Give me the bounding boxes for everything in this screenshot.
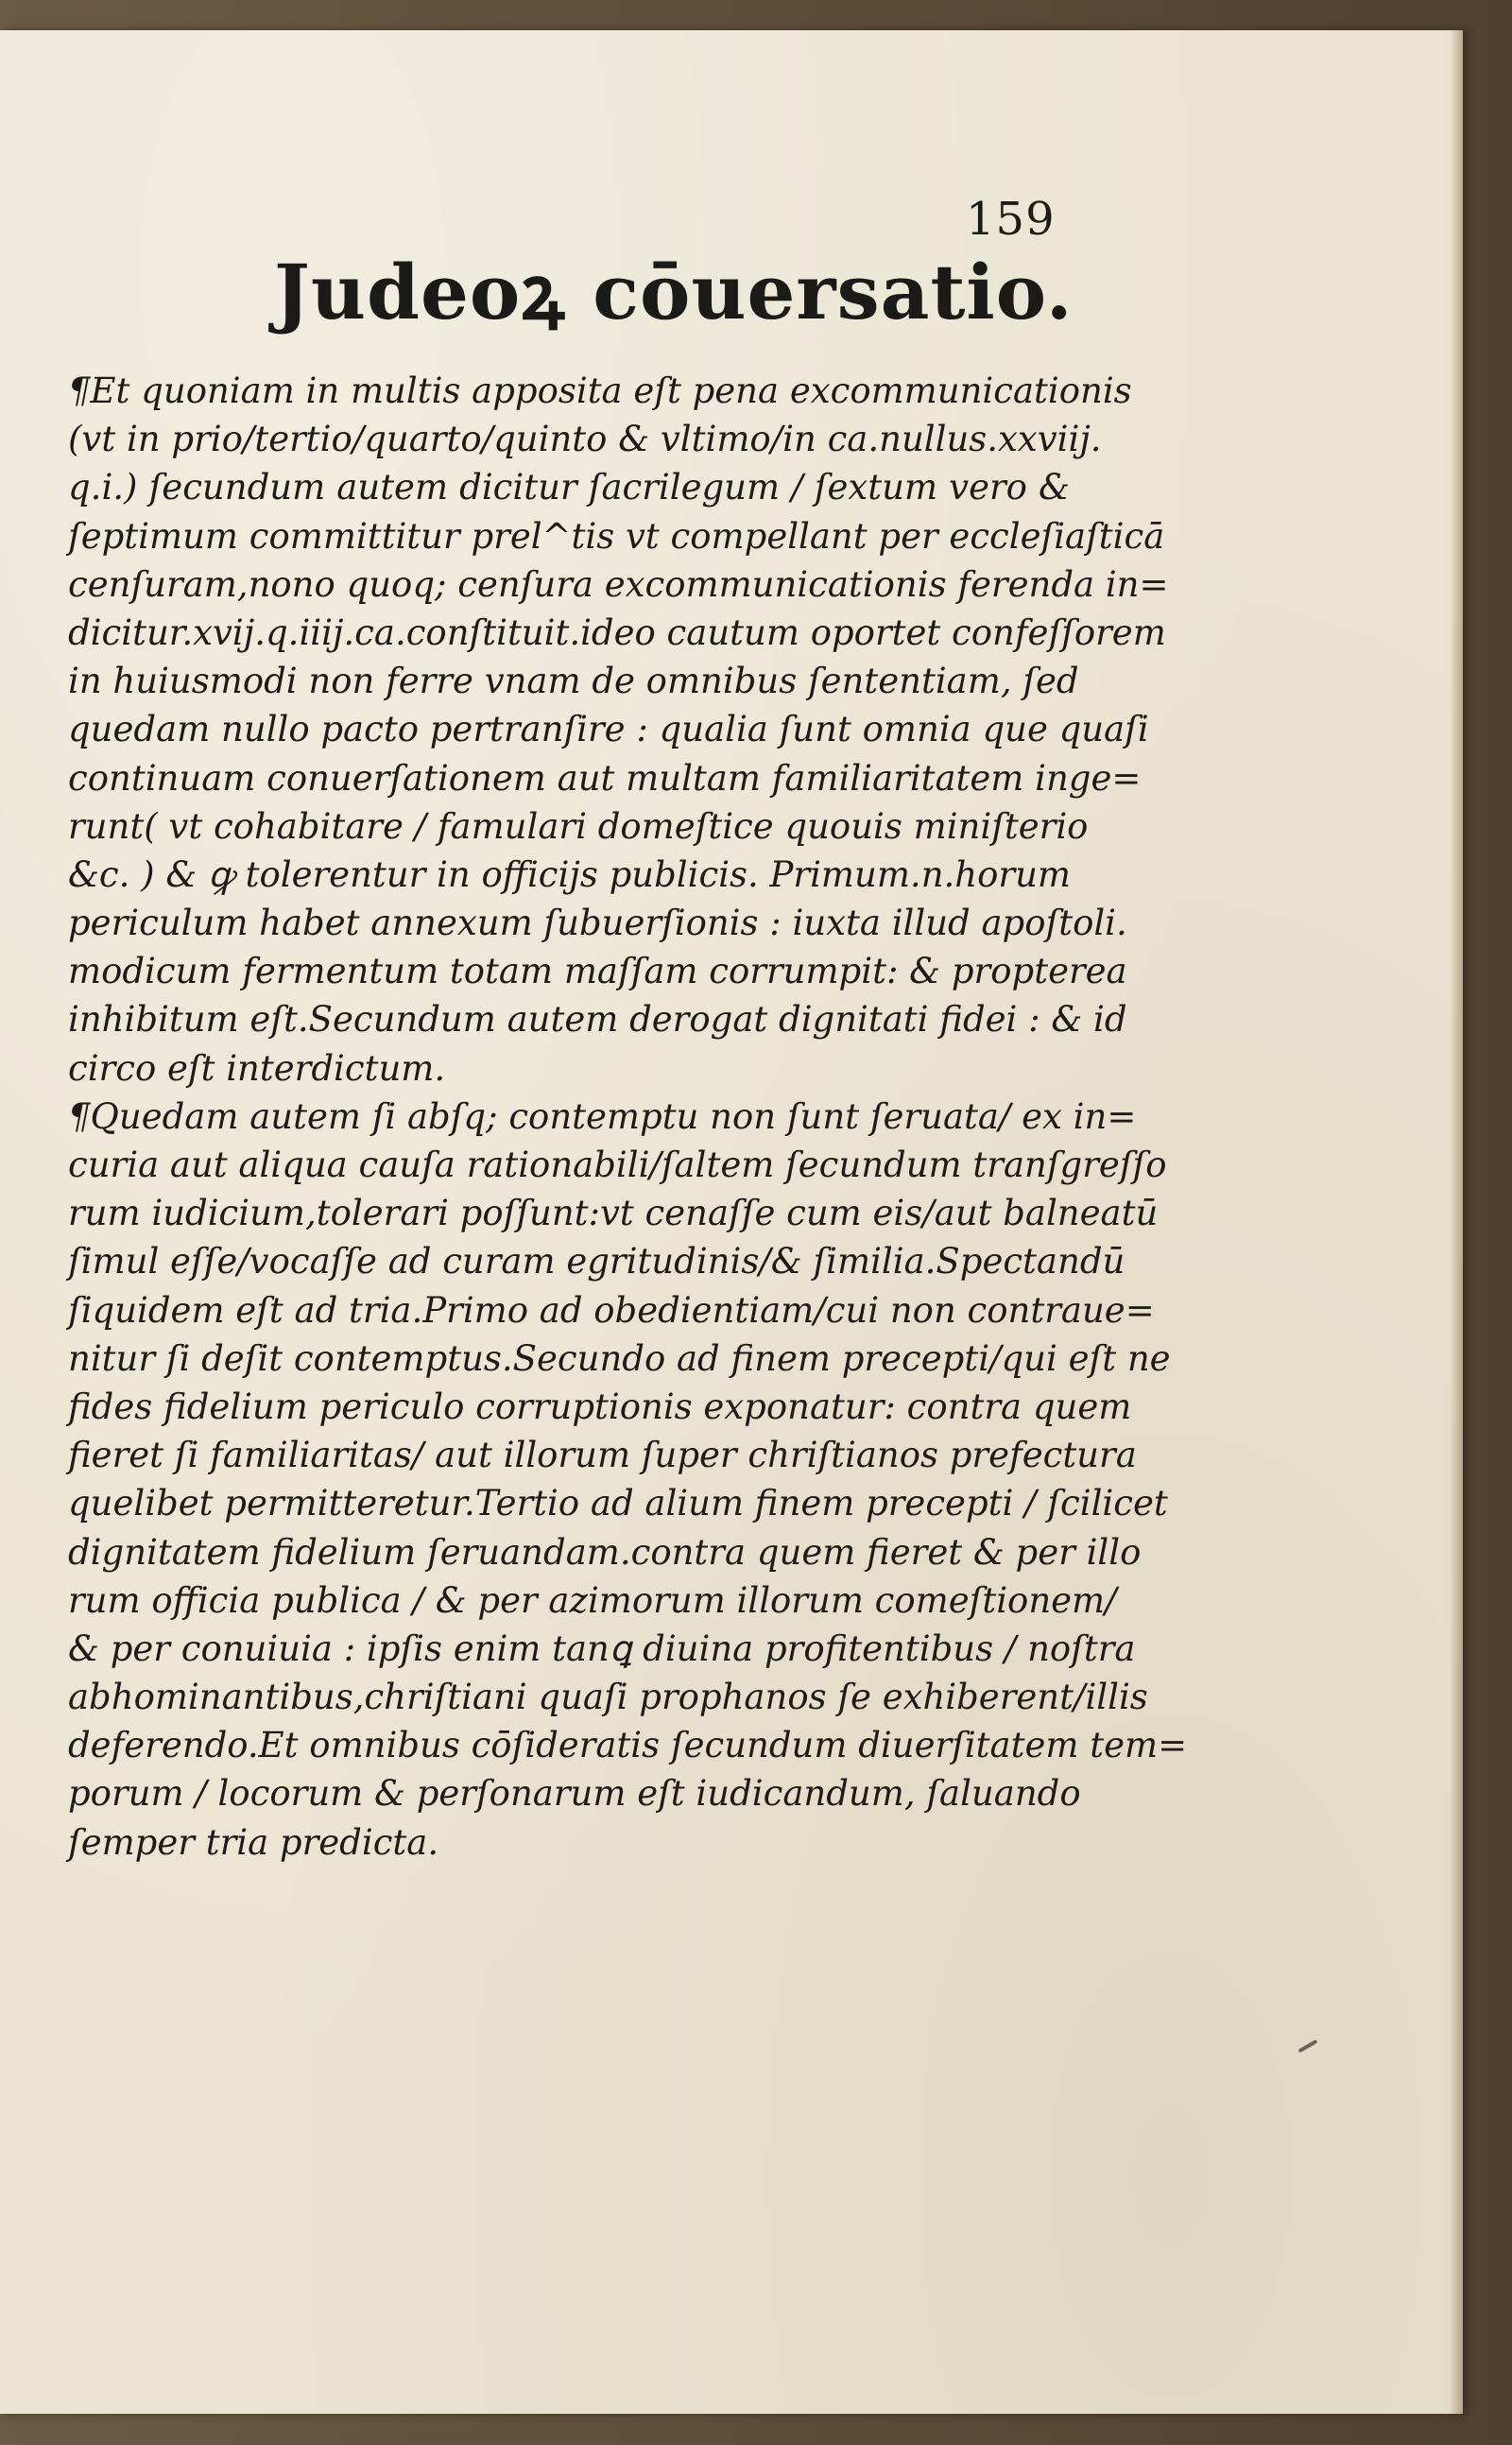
text-line: quelibet permitteretur.Tertio ad alium finem precepti / ſcilicet bbox=[68, 1483, 1168, 1524]
text-line: ¶Quedam autem ſi abſq; contemptu non ſunt ſeruata/ ex in= bbox=[68, 1095, 1137, 1137]
text-line: cenſuram,nono quoq; cenſura excommunicationis ferenda in= bbox=[68, 563, 1169, 605]
text-line: periculum habet annexum ſubuerſionis : iuxta illud apoſtoli. bbox=[68, 903, 1127, 944]
text-line: deferendo.Et omnibus cōſideratis ſecundum diuerſitatem tem= bbox=[68, 1725, 1188, 1766]
text-line: ¶Et quoniam in multis apposita eſt pena excommunicationis bbox=[68, 370, 1132, 411]
text-line: dicitur.xvij.q.iiij.ca.conſtituit.ideo cautum oportet confeſſorem bbox=[68, 611, 1166, 653]
text-line: fieret ſi familiaritas/ aut illorum ſuper chriſtianos prefectura bbox=[68, 1435, 1137, 1476]
text-line: circo eſt interdictum. bbox=[68, 1047, 446, 1089]
text-line: & per conuiuia : ipſis enim tanꝗ diuina profitentibus / noſtra bbox=[68, 1627, 1136, 1669]
text-line: modicum fermentum totam maſſam corrumpit: & propterea bbox=[68, 951, 1127, 992]
text-line: abhominantibus,chriſtiani quaſi prophanos ſe exhiberent/illis bbox=[68, 1677, 1148, 1718]
text-line: inhibitum eſt.Secundum autem derogat dignitati fidei : & id bbox=[68, 999, 1127, 1041]
ink-speck bbox=[1297, 2040, 1317, 2053]
text-line: ſiquidem eſt ad tria.Primo ad obedientiam/cui non contraue= bbox=[68, 1289, 1155, 1331]
text-line: rum officia publica / & per azimorum illorum comeſtionem/ bbox=[68, 1579, 1117, 1621]
text-line: curia aut aliqua cauſa rationabili/ſaltem ſecundum tranſgreſſo bbox=[68, 1145, 1167, 1185]
book-page bbox=[0, 30, 1463, 2414]
page-edge bbox=[1450, 30, 1463, 2414]
text-block bbox=[68, 367, 1188, 1867]
text-line: in huiusmodi non ferre vnam de omnibus ſententiam, ſed bbox=[68, 661, 1079, 702]
text-line: runt( vt cohabitare / famulari domeſtice quouis miniſterio bbox=[68, 805, 1089, 847]
text-line: (vt in prio/tertio/quarto/quinto & vltimo/in ca.nullus.xxviij. bbox=[68, 419, 1102, 460]
text-line: rum iudicium,tolerari poſſunt:vt cenaſſe cum eis/aut balneatū bbox=[68, 1193, 1159, 1234]
text-line: porum / locorum & perſonarum eſt iudicandum, ſaluando bbox=[68, 1773, 1081, 1815]
folio-number: 159 bbox=[966, 193, 1056, 246]
text-line: nitur ſi deſit contemptus.Secundo ad finem precepti/qui eſt ne bbox=[68, 1337, 1171, 1379]
text-line: quedam nullo pacto pertranſire : qualia ſunt omnia que quaſi bbox=[68, 709, 1149, 750]
text-line: ſimul eſſe/vocaſſe ad curam egritudinis/& ſimilia.Spectandū bbox=[68, 1241, 1125, 1283]
text-line: fides fidelium periculo corruptionis exponatur: contra quem bbox=[68, 1386, 1132, 1427]
text-line: dignitatem fidelium ſeruandam.contra quem fieret & per illo bbox=[68, 1531, 1142, 1573]
text-line: continuam conuerſationem aut multam familiaritatem inge= bbox=[68, 757, 1142, 799]
text-line: ſemper tria predicta. bbox=[68, 1821, 439, 1863]
text-line: &c. ) & ꝙ tolerentur in officijs publicis. Primum.n.horum bbox=[68, 853, 1071, 895]
text-line: q.i.) ſecundum autem dicitur ſacrilegum / ſextum vero & bbox=[68, 467, 1070, 508]
text-line: ſeptimum committitur prel^tis vt compellant per eccleſiaſticā bbox=[68, 515, 1165, 557]
running-head: Judeoꝝ cōuersatio. bbox=[274, 248, 1074, 336]
